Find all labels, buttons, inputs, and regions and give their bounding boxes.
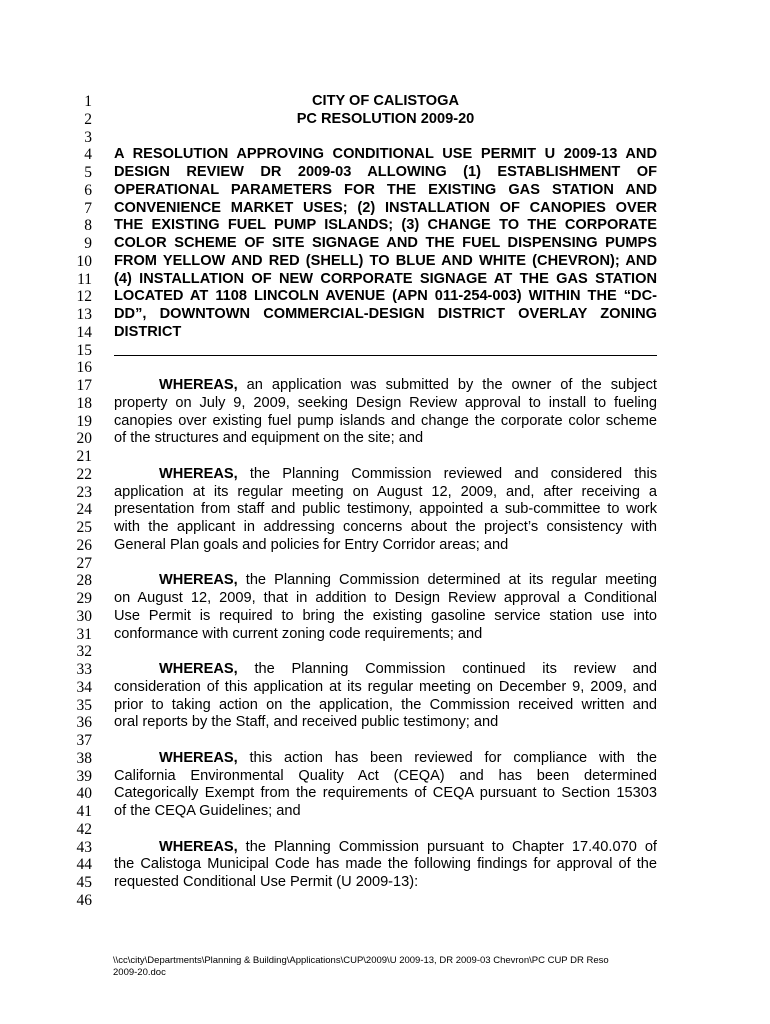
footer-path-line: 2009-20.doc: [113, 967, 166, 978]
paragraph-line: canopies over existing fuel pump islands and change the corporate color scheme: [114, 412, 657, 429]
title-line: LOCATED AT 1108 LINCOLN AVENUE (APN 011-254-003) WITHIN THE “DC-: [114, 288, 657, 305]
whereas-first-line: [114, 572, 657, 590]
paragraph-line: General Plan goals and policies for Entry Corridor areas; and: [114, 536, 509, 553]
line-number: 18: [76, 394, 92, 412]
whereas-first-line: [114, 377, 657, 395]
paragraph-line: with the applicant in addressing concerns about the project’s consistency with: [114, 519, 657, 535]
line-number: 42: [76, 820, 92, 838]
title-divider: [114, 355, 657, 356]
title-line: DD”, DOWNTOWN COMMERCIAL-DESIGN DISTRICT OVERLAY ZONING: [114, 306, 657, 322]
title-line: DESIGN REVIEW DR 2009-03 ALLOWING (1) ESTABLISHMENT OF: [114, 164, 657, 180]
line-number: 4: [84, 146, 92, 164]
line-number: 43: [76, 838, 92, 856]
paragraph-line: Use Permit is required to bring the existing gasoline service station use into: [114, 607, 657, 624]
paragraph-line: of the CEQA Guidelines; and: [114, 803, 301, 819]
paragraph-line: prior to taking action on the application, the Commission received written and: [114, 696, 657, 713]
paragraph-line: on August 12, 2009, that in addition to Design Review approval a Conditional: [114, 590, 657, 606]
line-number: 14: [76, 323, 92, 341]
line-number: 35: [76, 696, 92, 714]
title-line: THE EXISTING FUEL PUMP ISLANDS; (3) CHANGE TO THE CORPORATE: [114, 217, 657, 234]
line-number: 17: [76, 377, 92, 394]
line-number: 1: [84, 93, 92, 110]
city-heading: CITY OF CALISTOGA: [311, 93, 460, 109]
whereas-label: WHEREAS,: [159, 838, 238, 855]
whereas-label: WHEREAS,: [159, 572, 238, 589]
line-number: 28: [76, 572, 92, 590]
whereas-text: the Planning Commission pursuant to Chapter 17.40.070 of: [237, 838, 657, 855]
line-number: 19: [76, 412, 92, 430]
line-number: 23: [76, 483, 92, 501]
paragraph-line: oral reports by the Staff, and received public testimony; and: [114, 714, 499, 731]
line-number: 44: [76, 856, 92, 874]
whereas-first-line: [114, 661, 657, 679]
line-number: 24: [76, 501, 92, 519]
paragraph-line: property on July 9, 2009, seeking Design Review approval to install to fueling: [114, 394, 657, 411]
paragraph-line: the Calistoga Municipal Code has made the following findings for approval of the: [114, 856, 657, 873]
title-line: FROM YELLOW AND RED (SHELL) TO BLUE AND WHITE (CHEVRON); AND: [114, 252, 657, 269]
paragraph-line: California Environmental Quality Act (CEQA) and has been determined: [114, 767, 657, 784]
line-number: 11: [77, 270, 92, 288]
whereas-label: WHEREAS,: [159, 465, 238, 482]
title-line: A RESOLUTION APPROVING CONDITIONAL USE PERMIT U 2009-13 AND: [114, 146, 657, 163]
line-number: 21: [76, 448, 92, 465]
line-number: 8: [84, 217, 92, 235]
line-number: 26: [76, 536, 92, 554]
line-number: 15: [76, 341, 92, 359]
file-path-footer: [113, 955, 673, 979]
line-number: 38: [76, 749, 92, 767]
line-number: 29: [76, 590, 92, 607]
line-number: 3: [84, 128, 92, 146]
resolution-number: PC RESOLUTION 2009-20: [296, 111, 475, 127]
line-number: 36: [76, 714, 92, 732]
line-number: 32: [76, 643, 92, 661]
paragraph-line: requested Conditional Use Permit (U 2009-13):: [114, 874, 419, 890]
line-number: 6: [84, 181, 92, 199]
line-number: 46: [76, 891, 92, 909]
title-line: OPERATIONAL PARAMETERS FOR THE EXISTING GAS STATION AND: [114, 181, 657, 198]
line-number: 30: [76, 607, 92, 625]
line-number: 5: [84, 164, 92, 181]
line-number: 22: [76, 465, 92, 483]
line-number: 7: [84, 199, 92, 217]
line-number: 41: [76, 803, 92, 820]
line-number: 25: [76, 519, 92, 536]
line-number: 2: [84, 110, 92, 128]
title-line: COLOR SCHEME OF SITE SIGNAGE AND THE FUEL DISPENSING PUMPS: [114, 235, 657, 251]
whereas-text: this action has been reviewed for compliance with the: [237, 749, 657, 766]
paragraph-line: Categorically Exempt from the requirements of CEQA pursuant to Section 15303: [114, 785, 657, 802]
line-number: 37: [76, 732, 92, 749]
line-number: 31: [76, 625, 92, 643]
title-line: CONVENIENCE MARKET USES; (2) INSTALLATION OF CANOPIES OVER: [114, 199, 657, 216]
line-number: 20: [76, 430, 92, 448]
line-number: 9: [84, 235, 92, 252]
whereas-text: the Planning Commission continued its review and: [237, 661, 657, 677]
line-number: 39: [76, 767, 92, 785]
whereas-first-line: [114, 750, 657, 768]
whereas-first-line: [114, 466, 657, 484]
line-number: 13: [76, 306, 92, 323]
paragraph-line: conformance with current zoning code requirements; and: [114, 625, 483, 642]
title-line: (4) INSTALLATION OF NEW CORPORATE SIGNAGE AT THE GAS STATION: [114, 270, 657, 287]
line-number: 27: [76, 554, 92, 572]
whereas-text: an application was submitted by the owner of the subject: [237, 377, 657, 393]
line-number: 34: [76, 678, 92, 696]
whereas-first-line: [114, 839, 657, 857]
whereas-label: WHEREAS,: [159, 377, 238, 393]
footer-path-line: \\cc\city\Departments\Planning & Building\Applications\CUP\2009\U 2009-13, DR 2009-03 Chevron\PC CUP DR Reso: [113, 955, 609, 966]
line-number: 16: [76, 359, 92, 377]
line-number: 33: [76, 661, 92, 678]
whereas-text: the Planning Commission determined at its regular meeting: [237, 572, 657, 589]
paragraph-line: presentation from staff and public testimony, appointed a sub-committee to work: [114, 501, 657, 518]
line-number: 45: [76, 874, 92, 891]
whereas-label: WHEREAS,: [159, 661, 238, 677]
line-number: 10: [76, 252, 92, 270]
line-number: 12: [76, 288, 92, 306]
line-number: 40: [76, 785, 92, 803]
paragraph-line: of the structures and equipment on the site; and: [114, 430, 424, 447]
paragraph-line: consideration of this application at its regular meeting on December 9, 2009, and: [114, 678, 657, 695]
paragraph-line: application at its regular meeting on August 12, 2009, and, after receiving a: [114, 483, 657, 500]
whereas-label: WHEREAS,: [159, 749, 238, 766]
whereas-text: the Planning Commission reviewed and considered this: [237, 465, 657, 482]
title-line: DISTRICT: [114, 323, 182, 340]
